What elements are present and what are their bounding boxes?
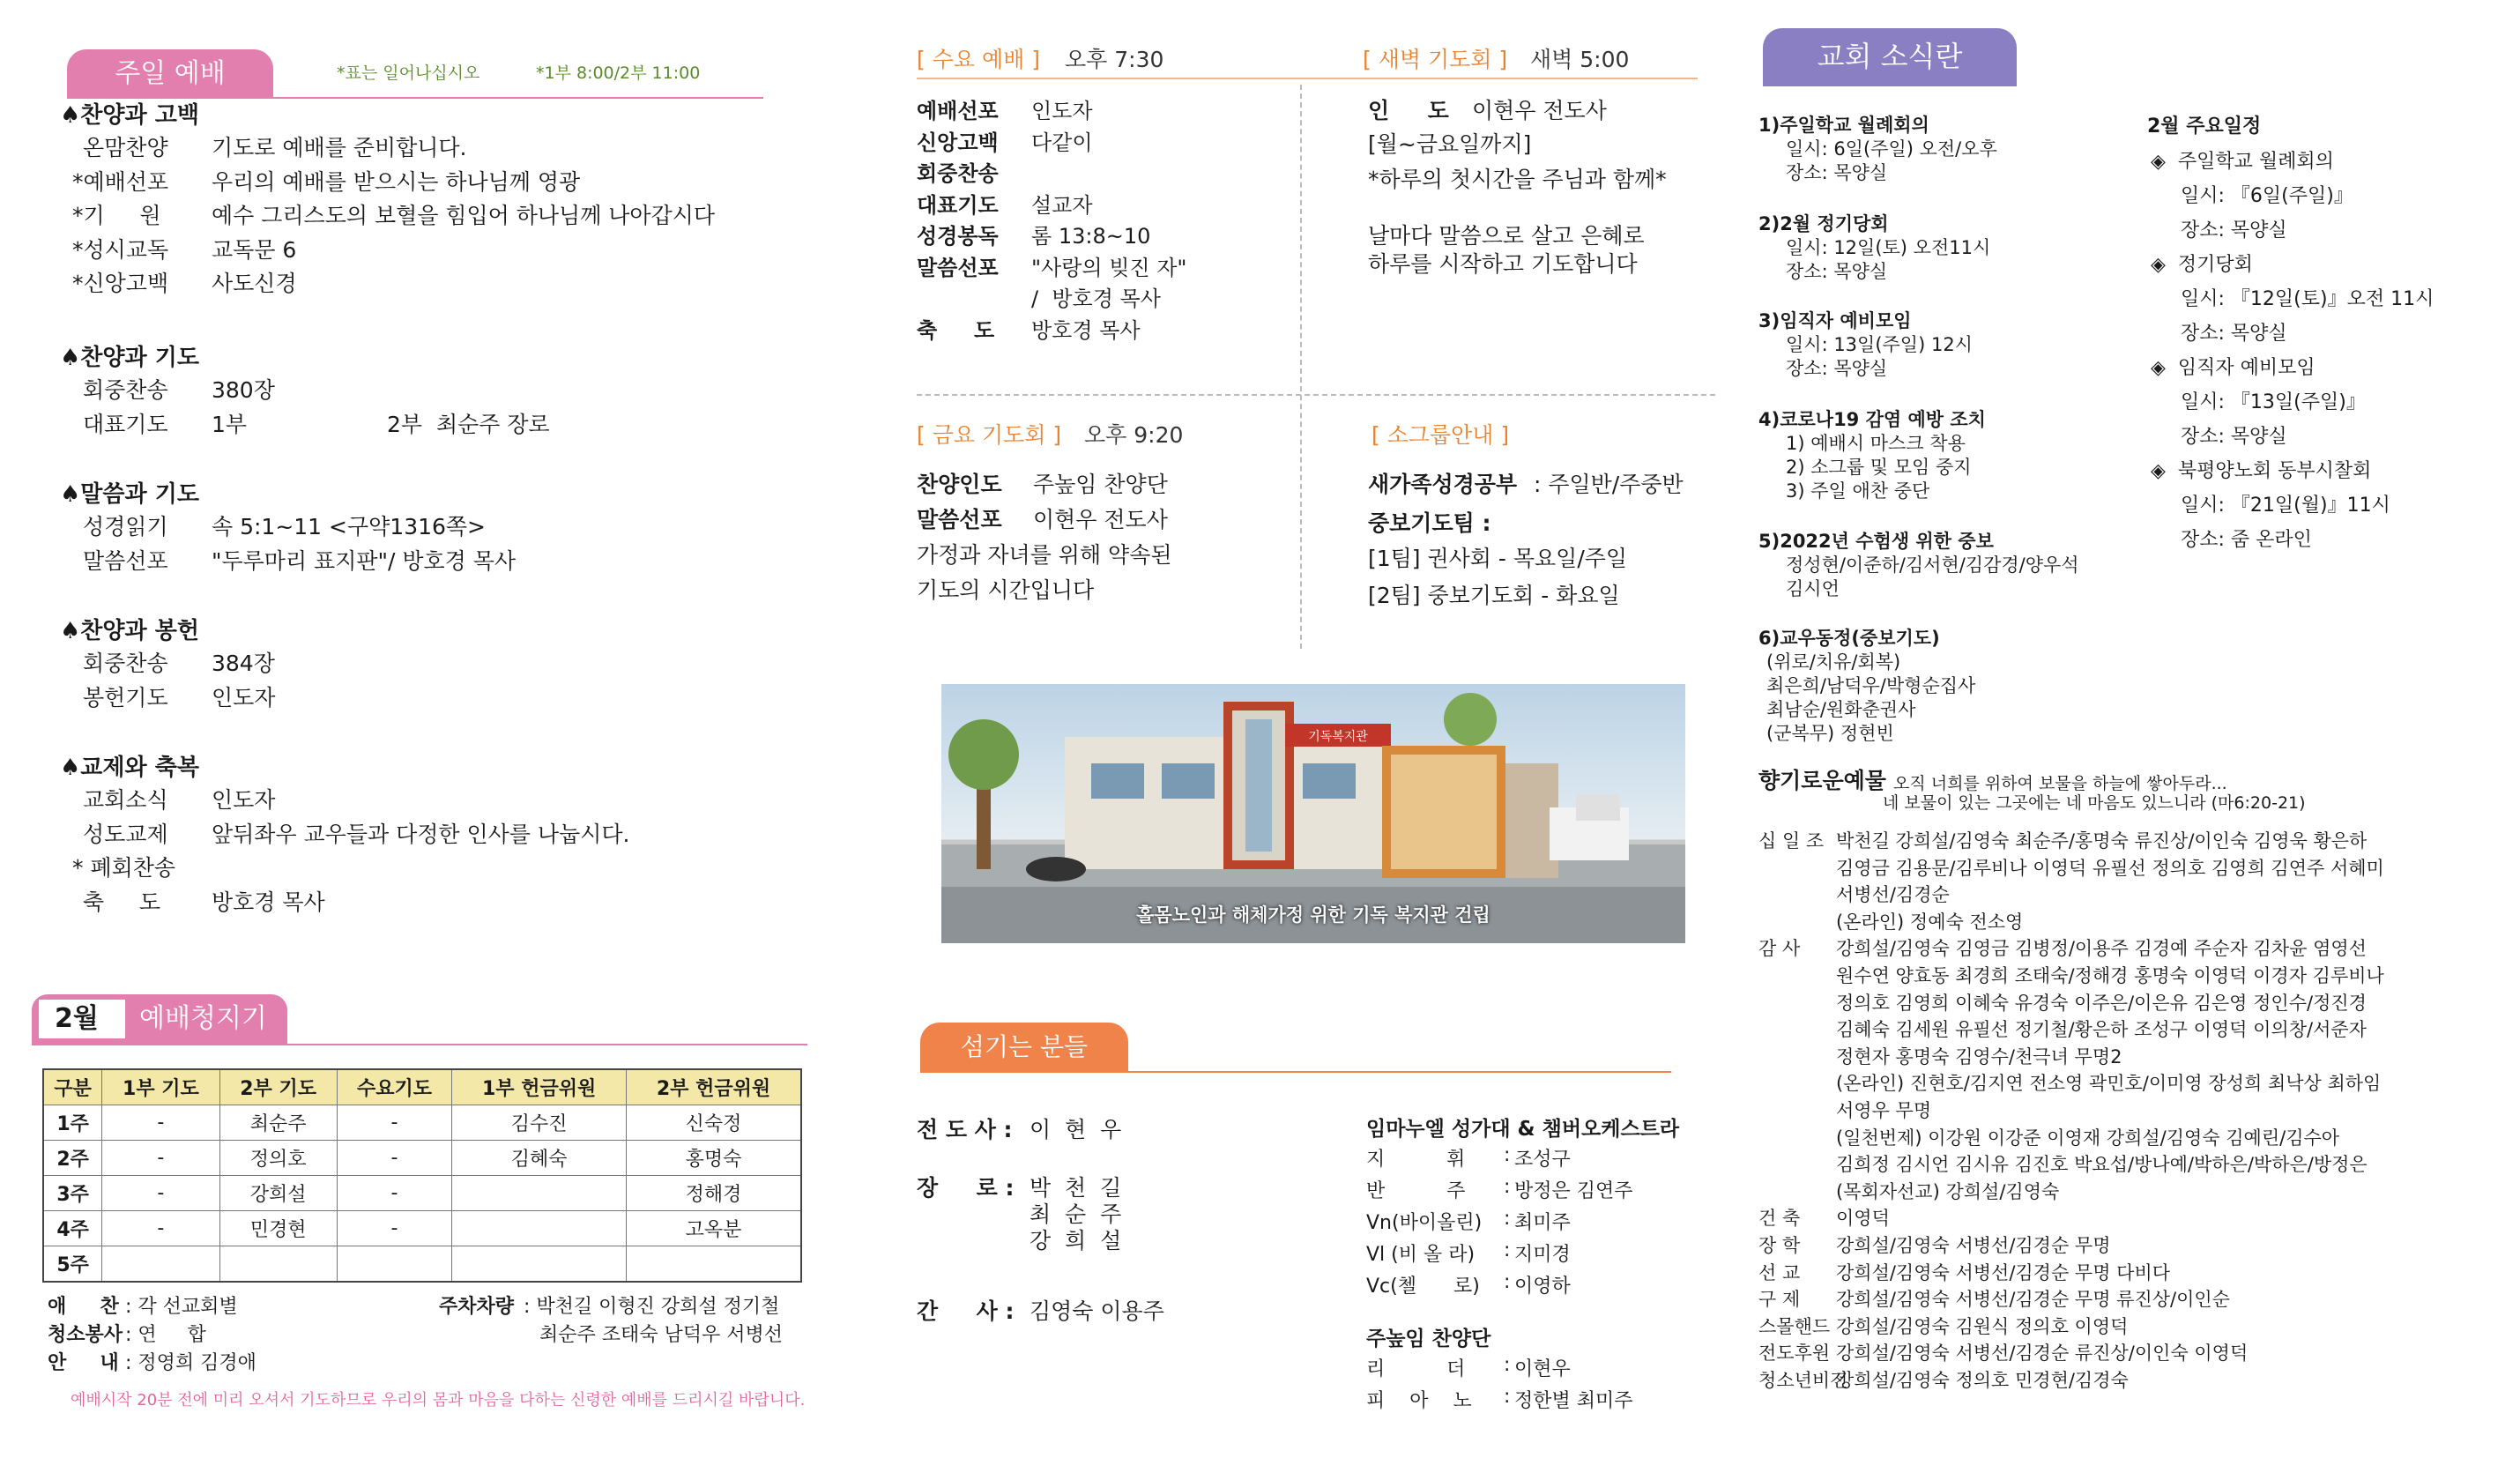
table-cell: [337, 1246, 452, 1282]
elder-label: 장 로 :: [917, 1175, 1015, 1201]
offering-row: [1758, 963, 2490, 990]
order-label: 봉헌기도: [83, 684, 168, 710]
table-cell: 최순주: [219, 1105, 337, 1140]
news-item-line: 최은희/남덕우/박형순집사: [1766, 675, 1976, 696]
dawn-line-3: 하루를 시작하고 기도합니다: [1368, 251, 1638, 277]
news-item-title: 4)코로나19 감염 예방 조치: [1758, 409, 1986, 430]
offering-label: 청소년비전: [1758, 1369, 1848, 1391]
fri-praise-label: 찬양인도: [917, 472, 1002, 497]
offering-label: [1758, 1016, 1836, 1044]
offering-label: 스몰핸드: [1758, 1315, 1831, 1337]
news-item-line: 정성현/이준하/김서현/김감경/양우석: [1786, 554, 2079, 576]
section-title: ♠교제와 축복: [60, 755, 199, 781]
building-sign: 기독복지관: [1308, 730, 1368, 744]
offering-row: [1758, 1125, 2490, 1152]
fragrance-verse-1: 오직 너희를 위하여 보물을 하늘에 쌓아두라...: [1893, 774, 2227, 793]
news-item-line: 일시: 12일(토) 오전11시: [1786, 237, 1991, 258]
fragrance-title: 향기로운예물: [1758, 768, 1886, 793]
table-header: 구분: [43, 1069, 102, 1105]
offering-row: [1758, 828, 2490, 855]
table-header: 2부 헌금위원: [626, 1069, 801, 1105]
wed-title: [ 수요 예배 ]: [917, 47, 1040, 72]
choir-role: Vc(첼 로): [1366, 1276, 1480, 1298]
order-value: 사도신경: [212, 271, 297, 296]
order-label: *기 원: [72, 203, 161, 228]
news-item-line: 최남순/원화춘권사: [1766, 699, 1916, 720]
schedule-table: [42, 1068, 802, 1283]
offering-names: 박천길 강희설/김영숙 최순주/홍명숙 류진상/이인숙 김영욱 황은하: [1836, 830, 2368, 852]
fri-sermon-label: 말씀선포: [917, 507, 1002, 532]
wed-label: 성경봉독: [917, 224, 999, 249]
event-line: 일시: 『12일(토)』오전 11시: [2181, 288, 2435, 310]
order-label: 회중찬송: [83, 651, 168, 676]
table-cell: 정해경: [626, 1175, 801, 1210]
news-item-line: 장소: 목양실: [1786, 261, 1888, 282]
news-divider: [1763, 85, 2017, 86]
offering-label: [1758, 963, 1836, 990]
fri-line-1: 가정과 자녀를 위해 약속된: [917, 542, 1172, 568]
offering-row: [1758, 1313, 2490, 1341]
building-caption: 홀몸노인과 해체가정 위한 기독 복지관 건립: [1136, 904, 1490, 926]
offering-row: [1758, 1340, 2490, 1367]
order-label: * 폐회찬송: [72, 855, 176, 881]
offering-names: 강희설/김영숙 서병선/김경순 류진상/이인숙 이영덕: [1836, 1343, 2249, 1365]
offering-label: [1758, 1070, 1836, 1097]
order-value: 인도자: [212, 787, 276, 813]
fri-line-2: 기도의 시간입니다: [917, 577, 1095, 603]
month-schedule-title: 2월 주요일정: [2147, 115, 2262, 138]
table-cell: [626, 1246, 801, 1282]
offering-names: (온라인) 정예숙 전소영: [1836, 911, 2024, 933]
choir-name: 조성구: [1514, 1149, 1571, 1171]
event-line: 일시: 『21일(월)』11시: [2181, 495, 2390, 517]
offering-row: [1758, 1260, 2490, 1287]
offering-names: (일천번제) 이강원 이강준 이영재 강희설/김영숙 김예린/김수아: [1836, 1127, 2340, 1149]
table-cell: -: [337, 1175, 452, 1210]
table-cell: [452, 1246, 627, 1282]
order-value: 380장: [212, 377, 275, 403]
order-value: 인도자: [212, 684, 276, 710]
offering-label: 십 일 조: [1758, 830, 1825, 852]
offering-names: 원수연 양효동 최경희 조태숙/정해경 홍명숙 이영덕 이경자 김루비나: [1836, 964, 2384, 986]
section-title: ♠말씀과 기도: [60, 481, 199, 508]
section-title: ♠찬양과 고백: [60, 102, 199, 129]
offering-label: [1758, 1044, 1836, 1071]
table-cell: 정의호: [219, 1140, 337, 1175]
choir-sep: :: [1504, 1239, 1511, 1261]
praise-role: 리 더: [1366, 1358, 1466, 1380]
sunday-worship-tab: 주일 예배: [67, 49, 273, 99]
offering-row: [1758, 855, 2490, 882]
news-item-line: 2) 소그룹 및 모임 중지: [1786, 457, 1972, 478]
table-row: [43, 1105, 801, 1140]
cleaning-value: : 연 합: [125, 1324, 206, 1346]
order-value: 1부 2부 최순주 장로: [212, 411, 550, 437]
offering-label: [1758, 909, 1836, 936]
offering-row: [1758, 1367, 2490, 1395]
table-cell: [219, 1246, 337, 1282]
table-cell: 민경현: [219, 1211, 337, 1246]
news-item-line: (위로/치유/회복): [1766, 651, 1901, 673]
table-header: 수요기도: [337, 1069, 452, 1105]
order-value: 예수 그리스도의 보혈을 힘입어 하나님께 나아갑시다: [212, 203, 716, 228]
offering-row: [1758, 1179, 2490, 1206]
offering-label: [1758, 990, 1836, 1017]
offering-label: [1758, 1097, 1836, 1125]
offering-label: 구 제: [1758, 1289, 1801, 1311]
choir-name: 최미주: [1514, 1212, 1571, 1234]
cleaning-label: 청소봉사: [48, 1324, 123, 1346]
table-cell: 4주: [43, 1211, 102, 1246]
offering-row: [1758, 935, 2490, 963]
news-item-title: 6)교우동정(중보기도): [1758, 628, 1940, 649]
news-item-line: 일시: 6일(주일) 오전/오후: [1786, 138, 1997, 160]
parking-label: 주차차량: [439, 1296, 515, 1318]
table-cell: 고옥분: [626, 1211, 801, 1246]
offering-row: [1758, 1044, 2490, 1071]
event-line: 장소: 줌 온라인: [2181, 529, 2312, 551]
wed-label: 신앙고백: [917, 130, 999, 155]
wed-label: 예배선포: [917, 99, 999, 123]
event-name: ◈ 주일학교 월례회의: [2151, 151, 2334, 173]
offering-names: 강희설/김영숙 서병선/김경순 무명 다비다: [1836, 1261, 2171, 1283]
servants-tab: 섬기는 분들: [920, 1023, 1128, 1072]
choir-name: 이영하: [1514, 1276, 1571, 1298]
news-item-line: 김시언: [1786, 578, 1840, 599]
table-row: [43, 1211, 801, 1246]
offering-row: [1758, 1286, 2490, 1313]
offering-label: 감 사: [1758, 938, 1801, 960]
guide-label: 안 내: [48, 1352, 119, 1374]
table-cell: [452, 1175, 627, 1210]
fri-title: [ 금요 기도회 ]: [917, 422, 1062, 448]
order-value: 앞뒤좌우 교우들과 다정한 인사를 나눕시다.: [212, 821, 630, 847]
offering-names: 김혜숙 김세원 유필선 정기철/황은하 조성구 이영덕 이의창/서준자: [1836, 1019, 2367, 1041]
event-name: ◈ 북평양노회 동부시찰회: [2151, 460, 2372, 482]
praise-name: 정한별 최미주: [1514, 1390, 1633, 1412]
table-row: [43, 1246, 801, 1282]
dawn-time: 새벽 5:00: [1530, 47, 1630, 72]
worship-notice: 예배시작 20분 전에 미리 오셔서 기도하므로 우리의 몸과 마음을 다하는 신령한 예배를 드리시길 바랍니다.: [71, 1391, 806, 1410]
offering-names: 김영금 김용문/김루비나 이영덕 유필선 정의호 김영희 김연주 서혜미: [1836, 857, 2384, 879]
table-cell: [102, 1246, 219, 1282]
offering-label: 전도후원: [1758, 1343, 1831, 1365]
offering-label: [1758, 1179, 1836, 1206]
table-cell: 1주: [43, 1105, 102, 1140]
dawn-line-1: *하루의 첫시간을 주님과 함께*: [1368, 167, 1667, 192]
guide-value: : 정영희 김경애: [125, 1352, 256, 1374]
order-value: 교독문 6: [212, 236, 297, 263]
choir-role: 반 주: [1366, 1180, 1466, 1202]
vertical-dashed-divider: [1300, 85, 1302, 649]
table-cell: 5주: [43, 1246, 102, 1282]
order-value: 384장: [212, 651, 275, 676]
offering-names: 정의호 김영희 이혜숙 유경숙 이주은/이은유 김은영 정인수/정진경: [1836, 992, 2367, 1014]
choir-role: Vn(바이올린): [1366, 1212, 1483, 1234]
offering-row: [1758, 1016, 2490, 1044]
section-title: ♠찬양과 기도: [60, 345, 199, 371]
order-label: *예배선포: [72, 168, 169, 195]
news-item-title: 1)주일학교 월례회의: [1758, 115, 1929, 136]
choir-sep: :: [1504, 1208, 1511, 1230]
preacher: 이 현 우: [1030, 1117, 1122, 1142]
offering-label: [1758, 881, 1836, 909]
event-name: ◈ 정기당회: [2151, 254, 2253, 276]
intercession-team-1: [1팀] 권사회 - 목요일/주일: [1368, 546, 1628, 571]
wed-value: / 방호경 목사: [1031, 286, 1161, 311]
praise-sep: :: [1504, 1386, 1511, 1408]
table-cell: 김혜숙: [452, 1140, 627, 1175]
offering-row: [1758, 1232, 2490, 1260]
offering-names: 김희정 김시언 김시유 김진호 박요섭/방나예/박하은/박하은/방정은: [1836, 1154, 2368, 1176]
offering-label: [1758, 1151, 1836, 1179]
wed-time: 오후 7:30: [1065, 47, 1164, 72]
offering-label: 선 교: [1758, 1261, 1801, 1283]
table-cell: 3주: [43, 1175, 102, 1210]
offering-row: [1758, 1151, 2490, 1179]
elder-3: 강 희 설: [1030, 1228, 1122, 1253]
elder-2: 최 순 주: [1030, 1201, 1122, 1227]
news-item-line: 1) 예배시 마스크 착용: [1786, 433, 1966, 454]
wed-value: 롬 13:8~10: [1031, 224, 1151, 249]
table-cell: -: [337, 1140, 452, 1175]
newcomer-value: : 주일반/주중반: [1527, 472, 1684, 497]
section-title: ♠찬양과 봉헌: [60, 618, 199, 644]
table-cell: -: [102, 1175, 219, 1210]
intercession-label: 중보기도팀 :: [1368, 510, 1491, 536]
event-line: 장소: 목양실: [2181, 426, 2287, 448]
table-row: [43, 1140, 801, 1175]
offering-row: [1758, 909, 2490, 936]
dawn-title: [ 새벽 기도회 ]: [1363, 47, 1508, 72]
table-cell: 홍명숙: [626, 1140, 801, 1175]
offering-row: [1758, 1097, 2490, 1125]
event-line: 일시: 『6일(주일)』: [2181, 185, 2353, 207]
news-item-line: 장소: 목양실: [1786, 162, 1888, 183]
table-cell: 신숙정: [626, 1105, 801, 1140]
offering-names: 이영덕: [1836, 1208, 1890, 1230]
choir-role: Vl (비 올 라): [1366, 1244, 1476, 1266]
table-cell: 김수진: [452, 1105, 627, 1140]
table-header: 1부 기도: [102, 1069, 219, 1105]
order-label: 말씀선포: [83, 547, 168, 574]
fragrance-verse-2: 네 보물이 있는 그곳에는 네 마음도 있느니라 (마6:20-21): [1883, 793, 2306, 813]
intercession-team-2: [2팀] 중보기도회 - 화요일: [1368, 583, 1620, 608]
table-cell: -: [337, 1105, 452, 1140]
schedule-divider: [32, 1044, 807, 1045]
servants-divider: [920, 1071, 1671, 1073]
praise-role: 피 아 노: [1366, 1390, 1472, 1412]
offering-row: [1758, 990, 2490, 1017]
horizontal-dashed-divider: [917, 394, 1715, 396]
offering-names: 강희설/김영숙 김영금 김병정/이용주 김경예 주순자 김차윤 염영선: [1836, 938, 2367, 960]
offering-label: [1758, 1125, 1836, 1152]
wed-value: 인도자: [1031, 99, 1093, 123]
table-header: 1부 헌금위원: [452, 1069, 627, 1105]
news-item-line: 3) 주일 애찬 중단: [1786, 480, 1930, 502]
table-header: 2부 기도: [219, 1069, 337, 1105]
wed-value: 방호경 목사: [1031, 317, 1141, 343]
fri-praise: 주높임 찬양단: [1033, 472, 1168, 497]
order-value: 우리의 예배를 받으시는 하나님께 영광: [212, 168, 581, 195]
news-tab: 교회 소식란: [1763, 28, 2017, 85]
event-name: ◈ 임직자 예비모임: [2151, 357, 2316, 379]
table-cell: -: [102, 1211, 219, 1246]
choir-title: 임마누엘 성가대 & 챔버오케스트라: [1366, 1118, 1680, 1141]
choir-sep: :: [1504, 1144, 1511, 1166]
order-value: 방호경 목사: [212, 889, 325, 915]
wed-label: 회중찬송: [917, 161, 999, 186]
offering-names: 정현자 홍명숙 김영수/천극녀 무명2: [1836, 1045, 2122, 1067]
choir-name: 방정은 김연주: [1514, 1180, 1633, 1202]
table-cell: -: [337, 1211, 452, 1246]
smallgroup-title: [ 소그룹안내 ]: [1372, 422, 1510, 448]
news-item-line: (군복무) 정현빈: [1766, 723, 1894, 744]
wed-label: 말씀선포: [917, 255, 999, 280]
order-label: *신앙고백: [72, 271, 169, 296]
praise-sep: :: [1504, 1354, 1511, 1376]
wed-label: 축 도: [917, 317, 995, 343]
event-line: 장소: 목양실: [2181, 323, 2287, 345]
building-illustration: [941, 684, 1685, 943]
table-cell: 2주: [43, 1140, 102, 1175]
table-cell: [452, 1211, 627, 1246]
order-label: 대표기도: [83, 411, 168, 437]
newcomer-label: 새가족성경공부: [1368, 472, 1518, 497]
order-label: 온맘찬양: [83, 135, 168, 160]
order-label: 축 도: [83, 889, 161, 915]
offering-row: [1758, 881, 2490, 909]
offering-label: 장 학: [1758, 1234, 1801, 1256]
top-divider: [917, 78, 1698, 79]
dawn-line-2: 날마다 말씀으로 살고 은혜로: [1368, 223, 1645, 249]
news-item-title: 2)2월 정기당회: [1758, 213, 1889, 234]
fri-time: 오후 9:20: [1084, 422, 1184, 448]
fri-sermon: 이현우 전도사: [1033, 507, 1168, 532]
stand-note: *표는 일어나십시오: [337, 63, 480, 83]
event-line: 일시: 『13일(주일)』: [2181, 391, 2366, 413]
dawn-leader-label: 인 도: [1368, 98, 1449, 123]
schedule-month: 2월: [39, 1000, 125, 1038]
news-item-line: 장소: 목양실: [1786, 358, 1888, 379]
order-label: 회중찬송: [83, 377, 168, 403]
order-label: 성경읽기: [83, 514, 168, 539]
offering-label: [1758, 855, 1836, 882]
table-cell: -: [102, 1105, 219, 1140]
wed-label: 대표기도: [917, 192, 999, 218]
dawn-days: [월~금요일까지]: [1368, 131, 1532, 157]
offering-names: 강희설/김영숙 서병선/김경순 무명 류진상/이인순: [1836, 1289, 2230, 1311]
order-label: 교회소식: [83, 787, 168, 813]
offering-names: 강희설/김영숙 서병선/김경순 무명: [1836, 1234, 2111, 1256]
table-cell: -: [102, 1140, 219, 1175]
offering-names: 서병선/김경순: [1836, 884, 1950, 906]
elder-1: 박 천 길: [1030, 1175, 1122, 1201]
order-value: 속 5:1~11 <구약1316쪽>: [212, 514, 487, 539]
praise-name: 이현우: [1514, 1358, 1571, 1380]
choir-name: 지미경: [1514, 1244, 1571, 1266]
event-line: 장소: 목양실: [2181, 219, 2287, 242]
wed-value: 다같이: [1031, 130, 1093, 155]
table-cell: 강희설: [219, 1175, 337, 1210]
news-item-title: 5)2022년 수험생 위한 중보: [1758, 531, 1994, 552]
news-item-title: 3)임직자 예비모임: [1758, 310, 1912, 331]
deacon: 김영숙 이용주: [1030, 1298, 1164, 1324]
parking-value-2: 최순주 조태숙 남덕우 서병선: [539, 1324, 784, 1346]
ae-label: 애 찬: [48, 1296, 119, 1318]
wed-value: "사랑의 빚진 자": [1031, 255, 1187, 280]
order-label: *성시교독: [72, 236, 169, 263]
offering-row: [1758, 1205, 2490, 1232]
choir-sep: :: [1504, 1176, 1511, 1198]
order-value: 기도로 예배를 준비합니다.: [212, 135, 467, 160]
choir-sep: :: [1504, 1271, 1511, 1293]
offering-names: 서영우 무명: [1836, 1099, 1932, 1121]
order-value: "두루마리 표지판"/ 방호경 목사: [212, 547, 517, 574]
table-row: [43, 1175, 801, 1210]
parking-value-1: : 박천길 이형진 강희설 정기철: [524, 1296, 780, 1318]
ae-value: : 각 선교회별: [125, 1296, 238, 1318]
offering-names: (온라인) 진현호/김지연 전소영 곽민호/이미영 장성희 최낙상 최하임: [1836, 1073, 2382, 1095]
preacher-label: 전 도 사 :: [917, 1117, 1013, 1142]
offering-row: [1758, 1070, 2490, 1097]
wed-value: 설교자: [1031, 192, 1093, 218]
offering-names: 강희설/김영숙 김원식 정의호 이영덕: [1836, 1315, 2129, 1337]
choir-role: 지 휘: [1366, 1149, 1466, 1171]
dawn-leader: 이현우 전도사: [1472, 98, 1607, 123]
service-times-note: *1부 8:00/2부 11:00: [536, 63, 701, 83]
offering-label: 건 축: [1758, 1208, 1801, 1230]
offering-names: (목회자선교) 강희설/김영숙: [1836, 1180, 2060, 1202]
deacon-label: 간 사 :: [917, 1298, 1015, 1324]
order-label: 성도교제: [83, 821, 168, 847]
schedule-title: 예배청지기: [139, 1003, 267, 1034]
praise-team-title: 주높임 찬양단: [1366, 1328, 1491, 1350]
offering-list: [1758, 828, 2490, 1394]
offering-names: 강희설/김영숙 정의호 민경현/김경숙: [1836, 1369, 2129, 1391]
news-item-line: 일시: 13일(주일) 12시: [1786, 334, 1973, 355]
